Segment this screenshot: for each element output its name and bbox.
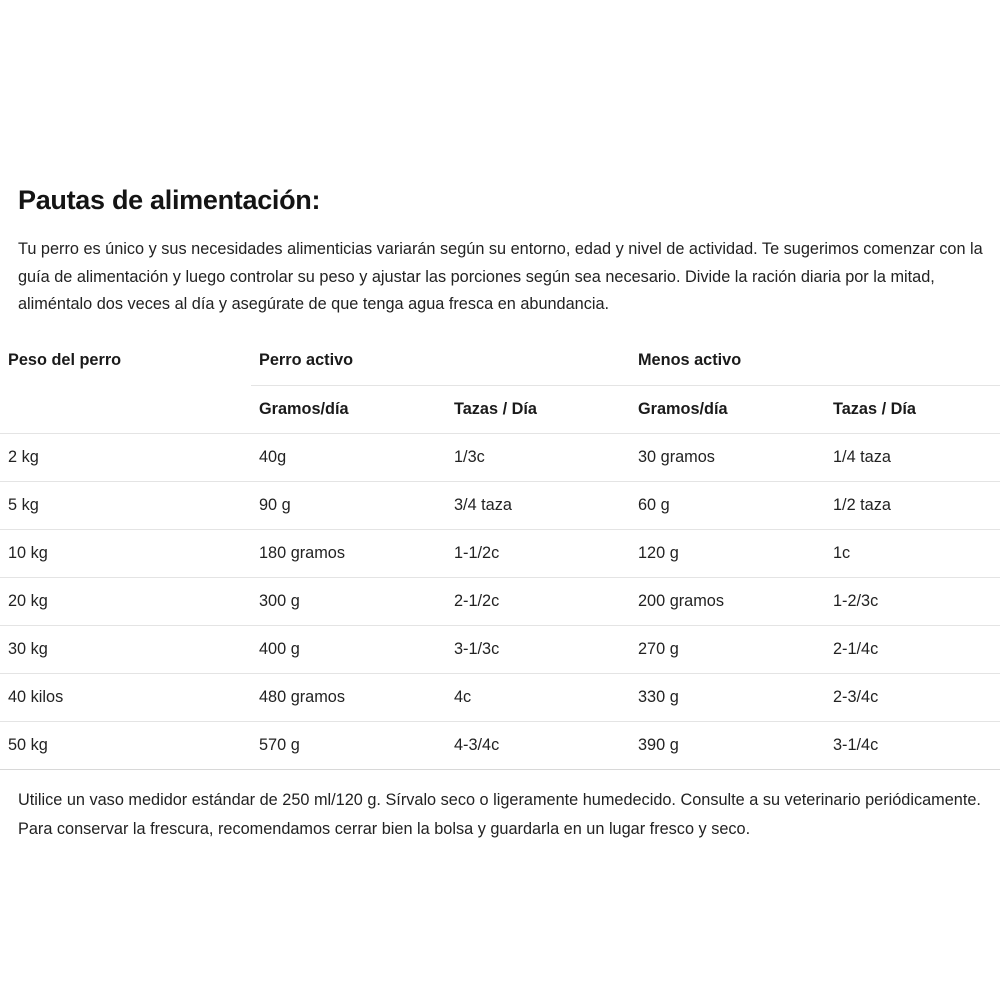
table-row bbox=[0, 433, 1000, 481]
weight-cell: 2 kg bbox=[0, 433, 251, 481]
active-dog-header: Perro activo bbox=[251, 337, 630, 386]
less-active-cups-cell: 2-1/4c bbox=[825, 625, 1000, 673]
active-cups-cell: 2-1/2c bbox=[446, 577, 630, 625]
active-cups-cell: 3/4 taza bbox=[446, 481, 630, 529]
less-active-cups-cell: 1-2/3c bbox=[825, 577, 1000, 625]
less-active-cups-cell: 2-3/4c bbox=[825, 673, 1000, 721]
less-active-cups-header: Tazas / Día bbox=[825, 385, 1000, 433]
table-row bbox=[0, 577, 1000, 625]
intro-paragraph: Tu perro es único y sus necesidades alimenticias variarán según su entorno, edad y nivel de actividad. Te sugerimos comenzar con la guía de alimentación y luego controlar su peso y ajustar las porciones según sea necesario. Divide la ración diaria por la mitad, aliméntalo dos veces al día y asegúrate de que tenga agua fresca en abundancia. bbox=[18, 240, 983, 313]
less-active-header: Menos activo bbox=[630, 337, 1000, 386]
active-cups-cell: 4c bbox=[446, 673, 630, 721]
table-row bbox=[0, 721, 1000, 769]
table-row bbox=[0, 529, 1000, 577]
less-active-cups-cell: 1/4 taza bbox=[825, 433, 1000, 481]
active-cups-cell: 1/3c bbox=[446, 433, 630, 481]
weight-cell: 30 kg bbox=[0, 625, 251, 673]
outro-paragraph: Utilice un vaso medidor estándar de 250 ml/120 g. Sírvalo seco o ligeramente humedecido. Consulte a su veterinario periódicamente. Para conservar la frescura, recomendamos cerrar bien la bolsa y guardarla en un lugar fresco y seco. bbox=[18, 790, 981, 838]
weight-cell: 5 kg bbox=[0, 481, 251, 529]
active-grams-cell: 400 g bbox=[251, 625, 446, 673]
active-grams-cell: 480 gramos bbox=[251, 673, 446, 721]
active-grams-cell: 300 g bbox=[251, 577, 446, 625]
less-active-grams-cell: 120 g bbox=[630, 529, 825, 577]
active-cups-header: Tazas / Día bbox=[446, 385, 630, 433]
weight-cell: 50 kg bbox=[0, 721, 251, 769]
less-active-grams-cell: 390 g bbox=[630, 721, 825, 769]
active-cups-cell: 3-1/3c bbox=[446, 625, 630, 673]
table-row bbox=[0, 625, 1000, 673]
less-active-cups-cell: 1/2 taza bbox=[825, 481, 1000, 529]
page-title: Pautas de alimentación: bbox=[18, 185, 321, 215]
less-active-grams-header: Gramos/día bbox=[630, 385, 825, 433]
active-grams-cell: 570 g bbox=[251, 721, 446, 769]
less-active-grams-cell: 60 g bbox=[630, 481, 825, 529]
feeding-guide bbox=[0, 176, 1000, 844]
less-active-grams-cell: 330 g bbox=[630, 673, 825, 721]
weight-cell: 20 kg bbox=[0, 577, 251, 625]
less-active-grams-cell: 30 gramos bbox=[630, 433, 825, 481]
table-group-header-row bbox=[0, 337, 1000, 386]
active-grams-cell: 180 gramos bbox=[251, 529, 446, 577]
less-active-cups-cell: 3-1/4c bbox=[825, 721, 1000, 769]
weight-column-header: Peso del perro bbox=[0, 337, 251, 434]
weight-cell: 40 kilos bbox=[0, 673, 251, 721]
table-row bbox=[0, 673, 1000, 721]
table-row bbox=[0, 481, 1000, 529]
feeding-table bbox=[0, 337, 1000, 770]
weight-cell: 10 kg bbox=[0, 529, 251, 577]
active-cups-cell: 1-1/2c bbox=[446, 529, 630, 577]
active-grams-cell: 40g bbox=[251, 433, 446, 481]
active-cups-cell: 4-3/4c bbox=[446, 721, 630, 769]
active-grams-cell: 90 g bbox=[251, 481, 446, 529]
less-active-cups-cell: 1c bbox=[825, 529, 1000, 577]
active-grams-header: Gramos/día bbox=[251, 385, 446, 433]
less-active-grams-cell: 200 gramos bbox=[630, 577, 825, 625]
less-active-grams-cell: 270 g bbox=[630, 625, 825, 673]
